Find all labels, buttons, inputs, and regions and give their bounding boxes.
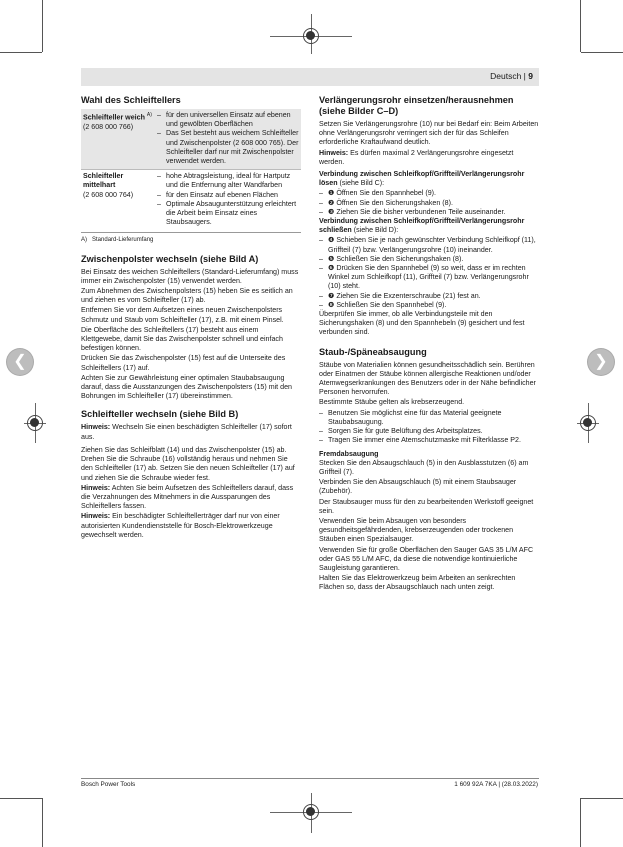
- paragraph: Verbinden Sie den Absaugschlauch (5) mit einem Staubsauger (Zubehör).: [319, 478, 517, 496]
- table-cell-name: [81, 109, 155, 170]
- table-cell-desc: [155, 170, 301, 231]
- list-item: – Sorgen Sie für gute Belüftung des Arbeitsplatzes.: [319, 427, 539, 436]
- paragraph: Setzen Sie Verlängerungsrohre (10) nur bei Bedarf ein: Beim Arbeiten ohne Verlängerungsrohr verringert sich der für das Schleifen erforderliche Kraftaufwand deutlich.: [319, 120, 539, 147]
- registration-mark: [303, 804, 319, 820]
- paragraph-text: Achten Sie beim Aufsetzen des Schleiftellers darauf, dass die Verzahnungen des Mitnehmers in die Aussparungen des Schleiftellers fassen.: [81, 483, 294, 511]
- paragraph: Der Staubsauger muss für den zu bearbeitenden Werkstoff geeignet sein.: [319, 497, 534, 515]
- list-item: – Benutzen Sie möglichst eine für das Material geeignete Staubabsaugung.: [319, 409, 539, 427]
- list-item: – Tragen Sie immer eine Atemschutzmaske mit Filterklasse P2.: [319, 436, 539, 445]
- previous-page-button[interactable]: [7, 349, 33, 375]
- row1-name: Schleifteller weich: [83, 113, 145, 122]
- list-item: – Optimale Absaugunterstützung erleichtert die Arbeit beim Einsatz eines Staubsaugers.: [157, 200, 299, 228]
- crop-mark: [581, 52, 623, 53]
- registration-mark: [303, 28, 319, 44]
- list-item: – ❽ Schließen Sie den Spannhebel (9).: [319, 301, 539, 310]
- paragraph: Überprüfen Sie immer, ob alle Verbindungsteile mit den Sicherungshaken (8) und den Spannhebeln (9) gesichert und fest verbunden sind.: [319, 310, 525, 337]
- hinweis-label: Hinweis:: [319, 148, 349, 157]
- table-cell-name: [81, 170, 155, 231]
- paragraph: Stäube von Materialien können gesundheitsschädlich sein. Berühren oder Einatmen der Stäube können allergische Reaktionen und/oder Atemwegserkrankungen des Benutzers oder in der Nähe befindlicher Personen hervorrufen.: [319, 360, 536, 397]
- heading-verlaengerungsrohr: Verlängerungsrohr einsetzen/herausnehmen (siehe Bilder C–D): [319, 95, 514, 116]
- header-section: Deutsch: [490, 71, 522, 81]
- paragraph: [81, 484, 301, 512]
- paragraph: [81, 512, 301, 540]
- paragraph: Halten Sie das Elektrowerkzeug beim Arbeiten an senkrechten Flächen so, dass der Absaugschlauch nach unten zeigt.: [319, 574, 516, 592]
- left-column: [81, 95, 301, 541]
- subheading-loesen: Verbindung zwischen Schleifkopf/Griffteil/Verlängerungsrohr lösen: [319, 170, 525, 188]
- list-item: – ❸ Ziehen Sie die bisher verbundenen Teile auseinander.: [319, 208, 539, 217]
- row2-name: Schleifteller mittelhart: [83, 172, 124, 190]
- paragraph: [319, 149, 539, 167]
- heading-zwischenpolster: Zwischenpolster wechseln (siehe Bild A): [81, 253, 259, 264]
- list-item: – Das Set besteht aus weichem Schleifteller und Zwischenpolster (2 608 000 765). Der Schleifteller darf nur mit Zwischenpolster verwendet werden.: [157, 129, 299, 166]
- schleifteller-table: [81, 109, 301, 230]
- table-cell-desc: [155, 109, 301, 170]
- footer-brand: Bosch Power Tools: [81, 781, 136, 788]
- list-item: – ❻ Drücken Sie den Spannhebel (9) so weit, dass er im rechten Winkel zum Schleifkopf (11), Griffteil (7) bzw. Verlängerungsrohr (10) steht.: [319, 264, 539, 292]
- list-item: – ❼ Ziehen Sie die Exzenterschraube (21) fest an.: [319, 292, 539, 301]
- heading-staub: Staub-/Späneabsaugung: [319, 346, 427, 357]
- chevron-right-icon: ❯: [594, 353, 608, 370]
- heading-wahl: Wahl des Schleiftellers: [81, 95, 181, 105]
- row2-code: (2 608 000 764): [83, 190, 134, 199]
- right-column: [319, 95, 539, 594]
- header-separator: |: [523, 71, 526, 81]
- paragraph: Verwenden Sie für große Oberflächen den Sauger GAS 35 L/M AFC oder GAS 55 L/M AFC, da diese die notwendige kontinuierliche Saugleistung garantieren.: [319, 545, 534, 572]
- crop-mark: [580, 0, 581, 52]
- paragraph-text: Ein beschädigter Schleiftellerträger darf nur von einer autorisierten Kundendienststelle für Bosch-Elektrowerkzeuge gewechselt werden.: [81, 512, 280, 539]
- next-page-button[interactable]: [588, 349, 614, 375]
- footer-rule: [81, 778, 539, 779]
- paragraph: Bestimmte Stäube gelten als krebserzeugend.: [319, 398, 465, 407]
- table-footnote: [81, 232, 301, 245]
- hinweis-label: Hinweis:: [81, 423, 111, 432]
- table-row: [81, 170, 301, 231]
- registration-mark: [580, 415, 596, 431]
- paragraph: Bei Einsatz des weichen Schleiftellers (Standard-Lieferumfang) muss immer ein Zwischenpolster (15) verwendet werden.: [81, 267, 299, 285]
- crop-mark: [42, 0, 43, 52]
- figure-ref: (siehe Bild D):: [353, 226, 399, 235]
- steps-schliessen: [319, 236, 539, 310]
- steps-loesen: [319, 189, 539, 217]
- paragraph: Ziehen Sie das Schleifblatt (14) und das Zwischenpolster (15) ab. Drehen Sie die Schraube (16) vollständig heraus und nehmen Sie den Schleifteller (17) ab. Setzen Sie den neuen Schleifteller (17) auf und ziehen Sie die Schraube wieder fest.: [81, 445, 295, 482]
- header-text: [490, 71, 533, 81]
- chevron-left-icon: ❮: [13, 353, 27, 370]
- paragraph: Drücken Sie das Zwischenpolster (15) fest auf die Unterseite des Schleiftellers (17) auf.: [81, 354, 286, 372]
- footnote-mark: A): [81, 237, 87, 244]
- row1-code: (2 608 000 766): [83, 122, 134, 131]
- paragraph: Achten Sie zur Gewährleistung einer optimalen Staubabsaugung darauf, dass die Ausstanzungen des Zwischenpolsters (15) mit den Bohrungen im Schleifteller (17) übereinstimmen.: [81, 373, 292, 401]
- hinweis-label: Hinweis:: [81, 512, 111, 521]
- list-item: – für den universellen Einsatz auf ebenen und gewölbten Oberflächen: [157, 111, 299, 129]
- table-row: [81, 109, 301, 170]
- heading-fremdabsaugung: Fremdabsaugung: [319, 449, 379, 458]
- paragraph: Entfernen Sie vor dem Aufsetzen eines neuen Zwischenpolsters Schmutz und Staub vom Schleifteller (17), z.B. mit einem Pinsel.: [81, 306, 284, 324]
- paragraph: Zum Abnehmen des Zwischenpolsters (15) heben Sie es seitlich an und ziehen es vom Schleifteller (17) ab.: [81, 287, 293, 305]
- crop-mark: [580, 798, 581, 847]
- page-header: [81, 68, 539, 86]
- crop-mark: [0, 798, 42, 799]
- list-item: – ❹ Schieben Sie je nach gewünschter Verbindung Schleifkopf (11), Griffteil (7) bzw. Verlängerungsrohre (10) ineinander.: [319, 236, 539, 254]
- figure-ref: (siehe Bild C):: [339, 179, 385, 188]
- list-item: – hohe Abtragsleistung, ideal für Hartputz und die Entfernung alter Wandfarben: [157, 172, 299, 190]
- heading-schleifteller-wechseln: Schleifteller wechseln (siehe Bild B): [81, 409, 239, 420]
- paragraph-text: Wechseln Sie einen beschädigten Schleifteller (17) sofort aus.: [81, 423, 292, 441]
- paragraph: Verwenden Sie beim Absaugen von besonders gesundheitsgefährdenden, krebserzeugenden oder trockenen Stäuben einen Spezialsauger.: [319, 516, 514, 544]
- paragraph-text: Es dürfen maximal 2 Verlängerungsrohre eingesetzt werden.: [319, 148, 514, 166]
- crop-mark: [0, 52, 42, 53]
- staub-list: [319, 409, 539, 446]
- paragraph: [319, 217, 539, 235]
- subheading-schliessen: Verbindung zwischen Schleifkopf/Griffteil/Verlängerungsrohr schließen: [319, 217, 525, 235]
- paragraph: Die Oberfläche des Schleiftellers (17) besteht aus einem Klettgewebe, damit Sie das Zwischenpolster schnell und einfach befestigen können.: [81, 325, 283, 353]
- registration-mark: [27, 415, 43, 431]
- paragraph: [81, 423, 301, 441]
- list-item: – für den Einsatz auf ebenen Flächen: [157, 191, 299, 200]
- page-number: 9: [528, 71, 533, 81]
- crop-mark: [581, 798, 623, 799]
- crop-mark: [42, 798, 43, 847]
- list-item: – ❺ Schließen Sie den Sicherungshaken (8).: [319, 255, 539, 264]
- row1-footnote-ref: A): [146, 112, 152, 118]
- list-item: – ❶ Öffnen Sie den Spannhebel (9).: [319, 189, 539, 198]
- footnote-text: Standard-Lieferumfang: [92, 237, 154, 244]
- footer-doc-number: 1 609 92A 7KA | (28.03.2022): [454, 781, 538, 788]
- paragraph: [319, 170, 539, 188]
- paragraph: Stecken Sie den Absaugschlauch (5) in den Ausblasstutzen (6) am Griffteil (7).: [319, 458, 529, 476]
- list-item: – ❷ Öffnen Sie den Sicherungshaken (8).: [319, 199, 539, 208]
- hinweis-label: Hinweis:: [81, 483, 111, 492]
